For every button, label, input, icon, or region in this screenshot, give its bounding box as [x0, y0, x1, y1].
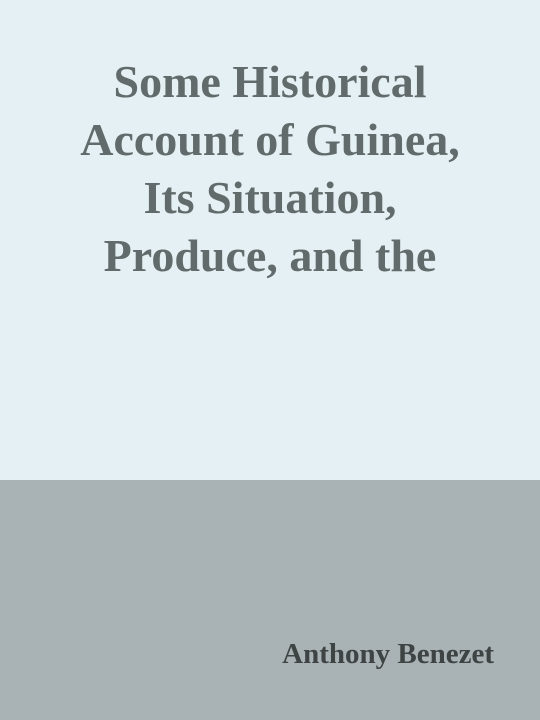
title-line: Account of Guinea,: [80, 114, 460, 165]
author-name: Anthony Benezet: [282, 638, 494, 670]
title-line: Produce, and the: [103, 230, 437, 281]
title-line: Its Situation,: [143, 172, 397, 223]
title-line: Some Historical: [113, 56, 427, 107]
book-title: [0, 53, 540, 285]
author-panel: [0, 480, 540, 720]
